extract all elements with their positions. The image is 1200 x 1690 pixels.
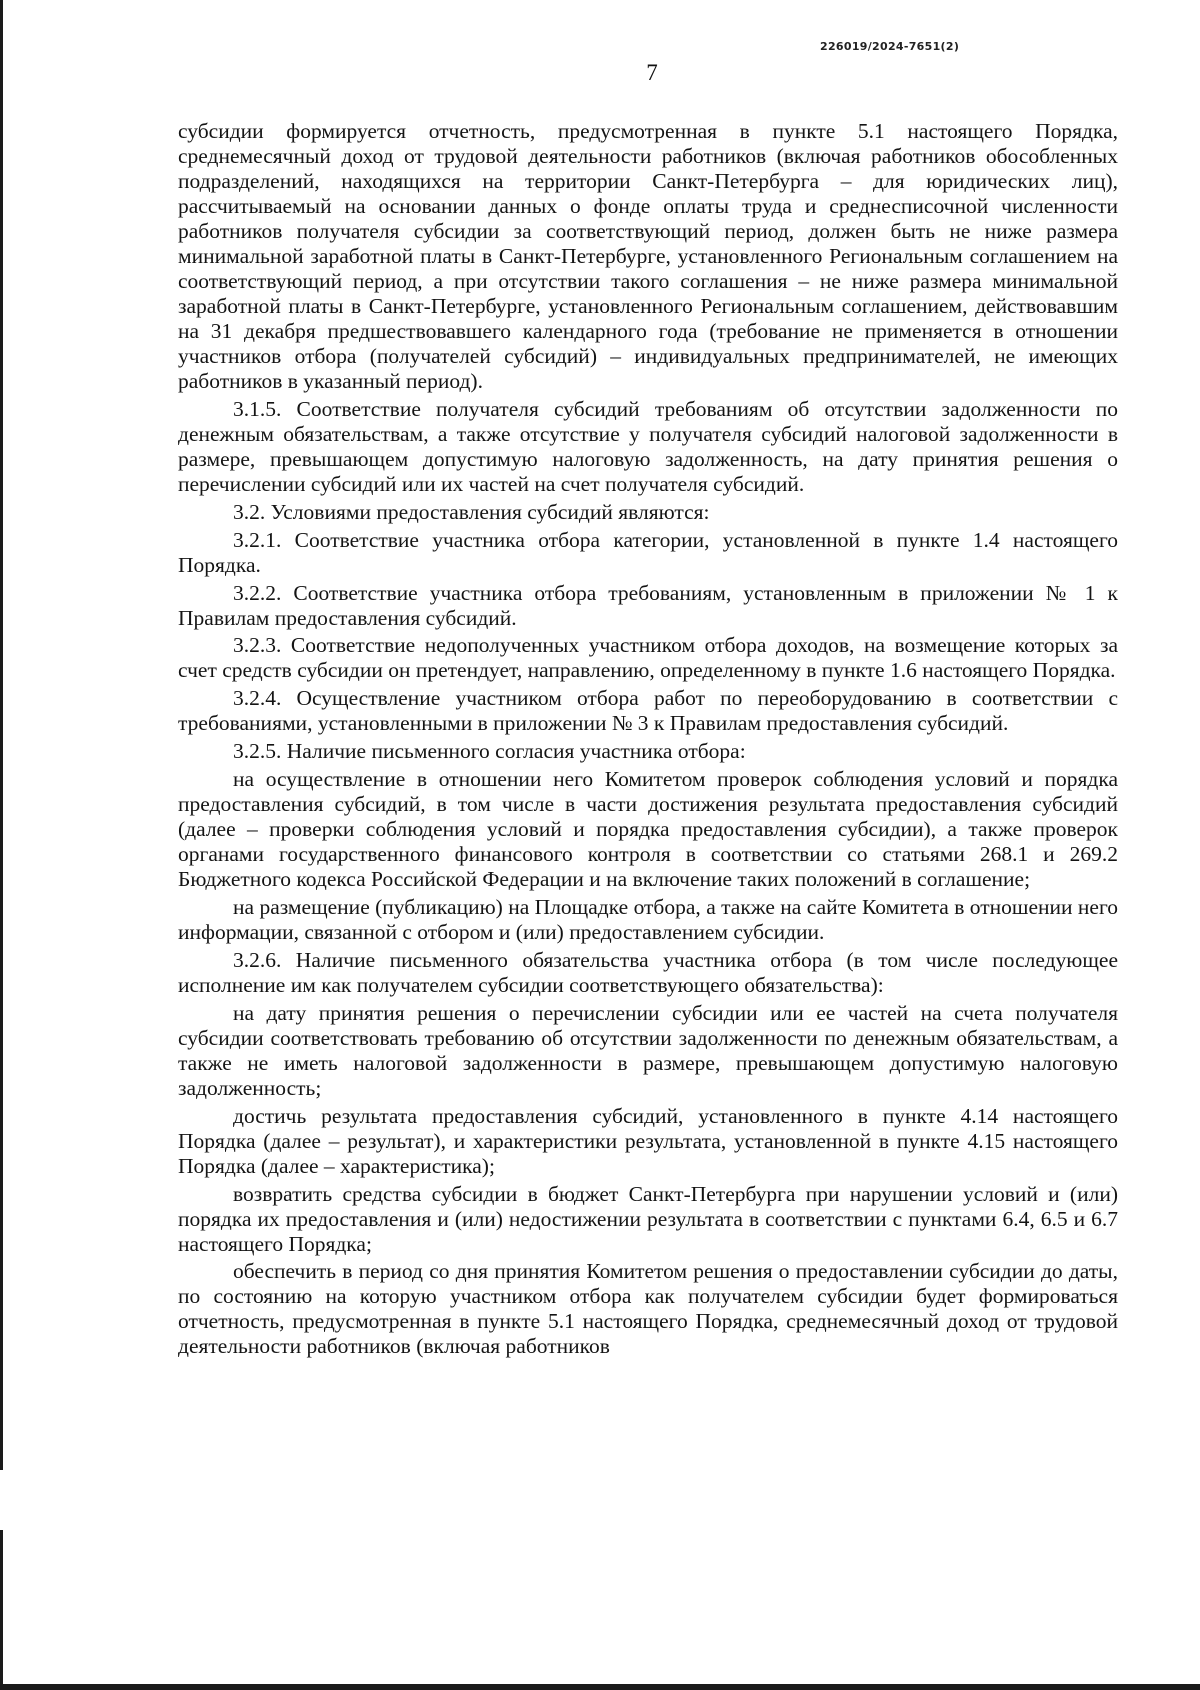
paragraph-obligation-debt: на дату принятия решения о перечислении субсидии или ее частей на счета получателя субсидии соответствовать требованию об отсутствии задолженности по денежным обязательствам, а также не иметь налоговой задолженности в размере, превышающем допустимую налоговую задолженность; [178, 1000, 1118, 1100]
paragraph-obligation-return: возвратить средства субсидии в бюджет Санкт-Петербурга при нарушении условий и (или) порядка их предоставления и (или) недостижении результата в соответствии с пунктами 6.4, 6.5 и 6.7 настоящего Порядка; [178, 1181, 1118, 1256]
registration-number: 226019/2024-7651(2) [820, 40, 960, 53]
scan-left-edge [0, 0, 3, 1690]
paragraph-continuation: субсидии формируется отчетность, предусмотренная в пункте 5.1 настоящего Порядка, среднемесячный доход от трудовой деятельности работников (включая работников обособленных подразделений, находящихся на территории Санкт-Петербурга – для юридических лиц), рассчитываемый на основании данных о фонде оплаты труда и среднесписочной численности работников получателя субсидии за соответствующий период, должен быть не ниже размера минимальной заработной платы в Санкт-Петербурге, установленного Региональным соглашением на соответствующий период, а при отсутствии такого соглашения – не ниже размера минимальной заработной платы в Санкт-Петербурге, установленного Региональным соглашением, действовавшим на 31 декабря предшествовавшего календарного года (требование не применяется в отношении участников отбора (получателей субсидий) – индивидуальных предпринимателей, не имеющих работников в указанный период). [178, 119, 1118, 393]
scan-bottom-edge [0, 1684, 1200, 1690]
paragraph-3-2-4: 3.2.4. Осуществление участником отбора работ по переоборудованию в соответствии с требованиями, установленными в приложении № 3 к Правилам предоставления субсидий. [178, 686, 1118, 736]
paragraph-3-2: 3.2. Условиями предоставления субсидий являются: [233, 499, 710, 524]
document-body [178, 119, 1118, 1362]
paragraph-consent-publication: на размещение (публикацию) на Площадке отбора, а также на сайте Комитета в отношении него информации, связанной с отбором и (или) предоставлением субсидии. [178, 895, 1118, 945]
paragraph-obligation-result: достичь результата предоставления субсидий, установленного в пункте 4.14 настоящего Порядка (далее – результат), и характеристики результата, установленной в пункте 4.15 настоящего Порядка (далее – характеристика); [178, 1103, 1118, 1178]
paragraph-3-2-1: 3.2.1. Соответствие участника отбора категории, установленной в пункте 1.4 настоящего Порядка. [178, 527, 1118, 577]
paragraph-consent-checks: на осуществление в отношении него Комитетом проверок соблюдения условий и порядка предоставления субсидий, в том числе в части достижения результата предоставления субсидий (далее – проверки соблюдения условий и порядка предоставления субсидии), а также проверок органами государственного финансового контроля в соответствии со статьями 268.1 и 269.2 Бюджетного кодекса Российской Федерации и на включение таких положений в соглашение; [178, 767, 1118, 892]
paragraph-3-2-5: 3.2.5. Наличие письменного согласия участника отбора: [233, 739, 746, 764]
paragraph-3-2-6: 3.2.6. Наличие письменного обязательства участника отбора (в том числе последующее исполнение им как получателем субсидии соответствующего обязательства): [178, 947, 1118, 997]
page-number: 7 [646, 60, 658, 85]
paragraph-obligation-income: обеспечить в период со дня принятия Комитетом решения о предоставлении субсидии до даты, по состоянию на которую участником отбора как получателем субсидии будет формироваться отчетность, предусмотренная в пункте 5.1 настоящего Порядка, среднемесячный доход от трудовой деятельности работников (включая работников [178, 1259, 1118, 1359]
paragraph-3-2-3: 3.2.3. Соответствие недополученных участником отбора доходов, на возмещение которых за счет средств субсидии он претендует, направлению, определенному в пункте 1.6 настоящего Порядка. [178, 633, 1118, 683]
paragraph-3-2-2: 3.2.2. Соответствие участника отбора требованиям, установленным в приложении № 1 к Правилам предоставления субсидий. [178, 580, 1118, 630]
scan-left-edge-gap [0, 1470, 3, 1530]
paragraph-3-1-5: 3.1.5. Соответствие получателя субсидий требованиям об отсутствии задолженности по денежным обязательствам, а также отсутствие у получателя субсидий налоговой задолженности в размере, превышающем допустимую налоговую задолженность, на дату принятия решения о перечислении субсидий или их частей на счет получателя субсидий. [178, 396, 1118, 496]
